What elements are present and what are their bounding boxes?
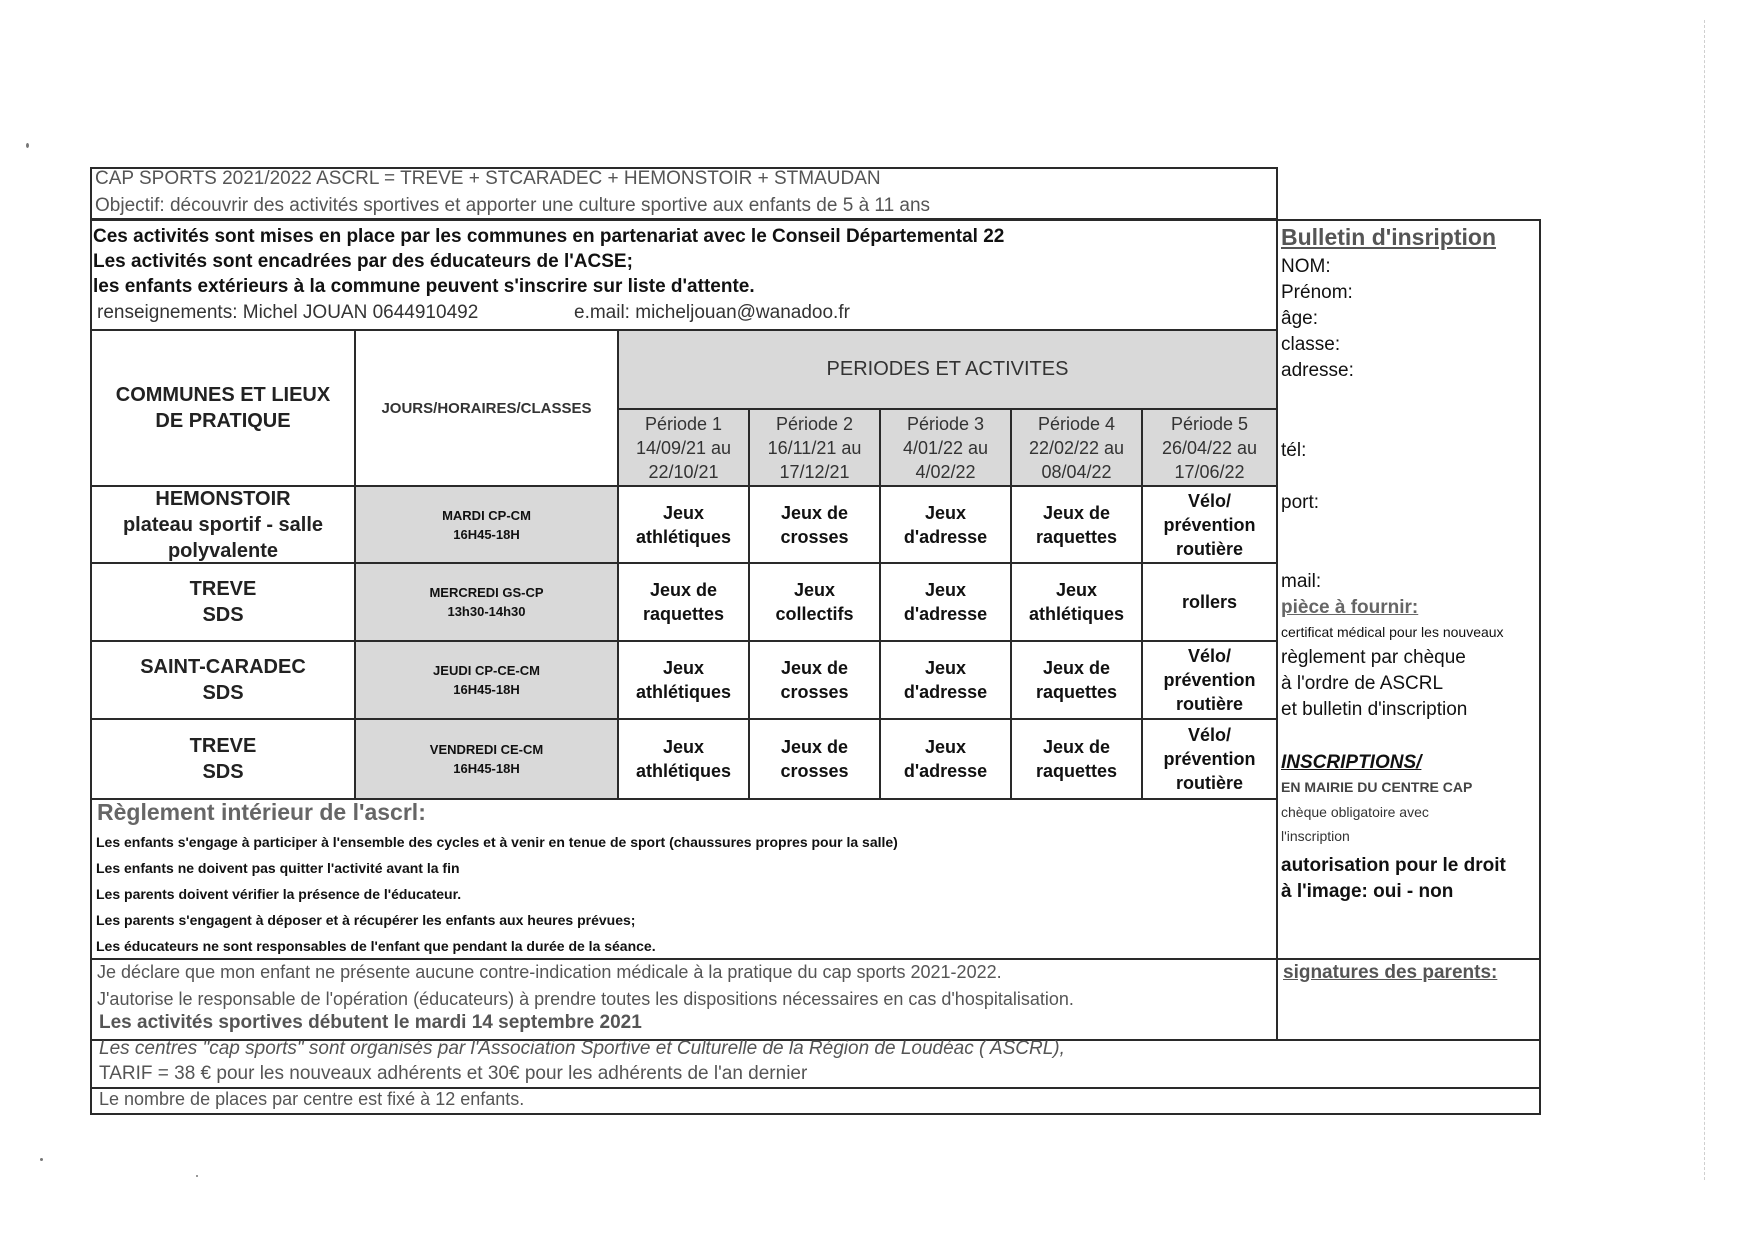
activity-label: Jeux de crosses: [780, 502, 849, 547]
row-2-schedule-label: MERCREDI GS-CP 13h30-14h30: [429, 585, 544, 619]
bulletin-pieces-title: pièce à fournir:: [1281, 597, 1419, 618]
row-3-schedule: [354, 640, 619, 720]
bulletin-cheque-1: chèque obligatoire avec: [1281, 804, 1429, 820]
row-4-activity: [748, 718, 881, 800]
info-educators: Les activités sont encadrées par des éducateurs de l'ACSE;: [93, 251, 633, 272]
schedule-header-label: JOURS/HORAIRES/CLASSES: [381, 399, 592, 417]
places-header: [90, 329, 356, 487]
activity-label: Jeux d'adresse: [903, 737, 988, 781]
rule-item: Les parents s'engagent à déposer et à récupérer les enfants aux heures prévues;: [96, 912, 636, 928]
row-3-activity: [617, 640, 750, 720]
bulletin-reglement-2: à l'ordre de ASCRL: [1281, 673, 1444, 694]
row-3-activity: [1141, 640, 1278, 720]
row-2-place: [90, 562, 356, 642]
scan-speck: [26, 143, 29, 148]
row-1-activity: [748, 485, 881, 564]
row-3-activity: [748, 640, 881, 720]
declaration-medical: Je déclare que mon enfant ne présente aucune contre-indication médicale à la pratique du cap sports 2021-2022.: [97, 962, 1002, 982]
row-4-activity: [617, 718, 750, 800]
bulletin-adresse: adresse:: [1281, 360, 1354, 381]
period-4-header: [1010, 408, 1143, 487]
row-2-activity: [879, 562, 1012, 642]
activity-label: Jeux de crosses: [780, 737, 849, 781]
periods-header-label: PERIODES ET ACTIVITES: [826, 358, 1069, 380]
footer-organizer: Les centres "cap sports" sont organisés par l'Association Sportive et Culturelle de la Région de Loudéac ( ASCRL),: [99, 1038, 1065, 1059]
info-waiting-list: les enfants extérieurs à la commune peuvent s'inscrire sur liste d'attente.: [93, 276, 755, 297]
period-4-label: Période 4 22/02/22 au 08/04/22: [1028, 413, 1125, 482]
activity-label: Jeux athlétiques: [635, 658, 732, 702]
bulletin-mairie: EN MAIRIE DU CENTRE CAP: [1281, 779, 1473, 795]
period-1-label: Période 1 14/09/21 au 22/10/21: [635, 413, 732, 482]
bulletin-cheque-2: l'inscription: [1281, 828, 1350, 844]
row-3-place-label: SAINT-CARADEC SDS: [140, 656, 306, 704]
row-4-activity: [1141, 718, 1278, 800]
footer-tarif: TARIF = 38 € pour les nouveaux adhérents et 30€ pour les adhérents de l'an dernier: [99, 1063, 808, 1084]
info-contact: renseignements: Michel JOUAN 0644910492: [97, 302, 479, 323]
info-email: e.mail: micheljouan@wanadoo.fr: [574, 302, 850, 323]
period-2-header: [748, 408, 881, 487]
row-1-activity: [879, 485, 1012, 564]
header-objective: Objectif: découvrir des activités sportives et apporter une culture sportive aux enfants de 5 à 11 ans: [95, 195, 931, 216]
row-2-activity: [1141, 562, 1278, 642]
activity-label: Jeux d'adresse: [903, 658, 988, 702]
row-1-schedule: [354, 485, 619, 564]
bulletin-autorisation-1: autorisation pour le droit: [1281, 855, 1506, 876]
period-3-label: Période 3 4/01/22 au 4/02/22: [902, 413, 989, 482]
footer-places: Le nombre de places par centre est fixé à 12 enfants.: [99, 1089, 525, 1109]
row-1-schedule-label: MARDI CP-CM 16H45-18H: [442, 507, 531, 542]
period-5-header: [1141, 408, 1278, 487]
bulletin-prenom: Prénom:: [1281, 282, 1353, 303]
activity-label: Jeux de raquettes: [1035, 737, 1118, 781]
row-3-schedule-label: JEUDI CP-CE-CM 16H45-18H: [433, 663, 540, 697]
activity-label: Jeux de crosses: [780, 658, 849, 702]
periods-header: [617, 329, 1278, 410]
row-2-activity: [1010, 562, 1143, 642]
period-3-header: [879, 408, 1012, 487]
bulletin-certificat: certificat médical pour les nouveaux: [1281, 624, 1504, 640]
row-1-activity: [617, 485, 750, 564]
activity-label: Vélo/ prévention routière: [1163, 725, 1256, 793]
bulletin-age: âge:: [1281, 308, 1318, 329]
row-1-place: [90, 485, 356, 564]
activity-label: Vélo/ prévention routière: [1163, 490, 1256, 559]
row-1-activity: [1141, 485, 1278, 564]
rule-item: Les éducateurs ne sont responsables de l'enfant que pendant la durée de la séance.: [96, 938, 656, 954]
bulletin-tel: tél:: [1281, 440, 1307, 461]
row-3-activity: [1010, 640, 1143, 720]
scan-edge-mark: [1704, 20, 1705, 1180]
schedule-header: [354, 329, 619, 487]
rule-item: Les parents doivent vérifier la présence de l'éducateur.: [96, 886, 462, 902]
period-5-label: Période 5 26/04/22 au 17/06/22: [1161, 413, 1258, 482]
period-2-label: Période 2 16/11/21 au 17/12/21: [767, 413, 862, 482]
row-4-schedule-label: VENDREDI CE-CM 16H45-18H: [429, 742, 544, 776]
row-2-activity: [748, 562, 881, 642]
places-header-label: COMMUNES ET LIEUX DE PRATIQUE: [115, 384, 331, 432]
activity-label: Jeux de raquettes: [1035, 658, 1118, 702]
row-4-schedule: [354, 718, 619, 800]
activity-label: Jeux de raquettes: [1035, 502, 1118, 547]
info-partnership: Ces activités sont mises en place par les communes en partenariat avec le Conseil Départemental 22: [93, 226, 1005, 247]
bulletin-nom: NOM:: [1281, 256, 1331, 277]
row-4-place: [90, 718, 356, 800]
rule-item: Les enfants ne doivent pas quitter l'activité avant la fin: [96, 860, 460, 876]
bulletin-signatures: signatures des parents:: [1283, 962, 1498, 983]
activity-label: Jeux athlétiques: [635, 737, 732, 781]
row-2-place-label: TREVE SDS: [189, 578, 257, 626]
row-4-activity: [1010, 718, 1143, 800]
scan-speck: [196, 1175, 198, 1177]
header-title: CAP SPORTS 2021/2022 ASCRL = TREVE + STCARADEC + HEMONSTOIR + STMAUDAN: [95, 168, 881, 189]
bulletin-port: port:: [1281, 492, 1320, 513]
bulletin-reglement-1: règlement par chèque: [1281, 647, 1466, 668]
row-2-activity: [617, 562, 750, 642]
declaration-start-date: Les activités sportives débutent le mardi 14 septembre 2021: [99, 1012, 642, 1033]
row-1-place-label: HEMONSTOIR plateau sportif - salle polyvalente: [122, 487, 324, 562]
activity-label: Jeux athlétiques: [635, 502, 732, 547]
activity-label: Vélo/ prévention routière: [1163, 646, 1256, 714]
activity-label: Jeux d'adresse: [903, 580, 988, 624]
period-1-header: [617, 408, 750, 487]
activity-label: Jeux athlétiques: [1028, 580, 1125, 624]
row-4-place-label: TREVE SDS: [189, 735, 257, 783]
row-3-activity: [879, 640, 1012, 720]
bulletin-reglement-3: et bulletin d'inscription: [1281, 699, 1468, 720]
bulletin-title: Bulletin d'insription: [1281, 224, 1497, 250]
activity-label: Jeux d'adresse: [903, 502, 988, 547]
activity-label: Jeux collectifs: [775, 580, 854, 624]
activity-label: rollers: [1181, 592, 1238, 612]
row-2-schedule: [354, 562, 619, 642]
bulletin-mail: mail:: [1281, 571, 1322, 592]
bulletin-classe: classe:: [1281, 334, 1341, 355]
rules-title: Règlement intérieur de l'ascrl:: [97, 799, 426, 825]
row-4-activity: [879, 718, 1012, 800]
scan-speck: [40, 1158, 43, 1161]
row-3-place: [90, 640, 356, 720]
bulletin-autorisation-2: à l'image: oui - non: [1281, 881, 1454, 902]
row-1-activity: [1010, 485, 1143, 564]
declaration-hospital: J'autorise le responsable de l'opération (éducateurs) à prendre toutes les dispositions nécessaires en cas d'hospitalisation.: [97, 989, 1074, 1009]
activity-label: Jeux de raquettes: [642, 580, 725, 624]
rule-item: Les enfants s'engage à participer à l'ensemble des cycles et à venir en tenue de sport (chaussures propres pour la salle): [96, 834, 898, 850]
bulletin-inscriptions-title: INSCRIPTIONS/: [1281, 752, 1422, 773]
